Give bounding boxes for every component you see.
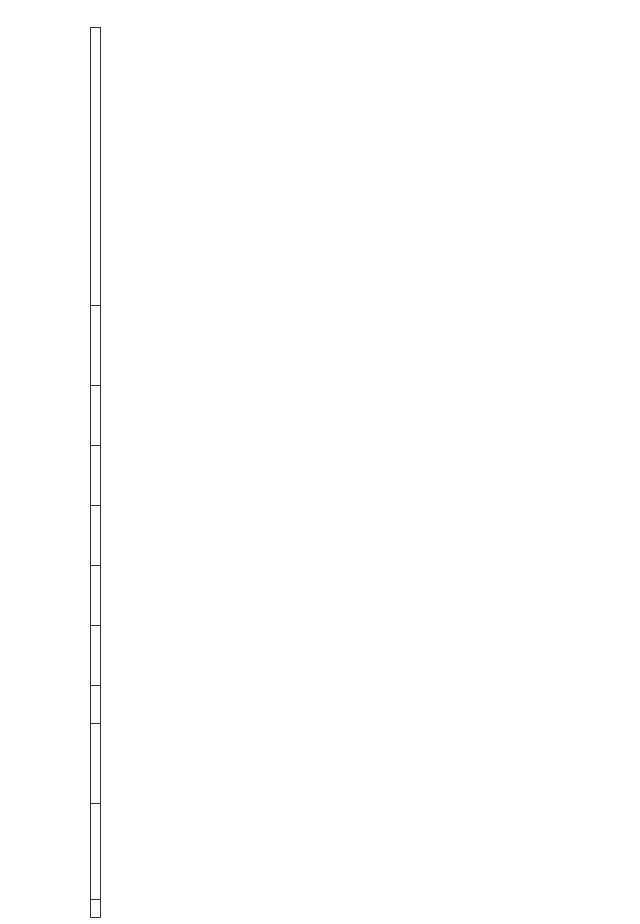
col-number <box>91 626 101 686</box>
col-number <box>91 724 101 804</box>
budget-table <box>90 27 101 918</box>
col-number <box>91 306 101 386</box>
footer <box>614 650 624 900</box>
col-number <box>91 386 101 446</box>
header-row <box>91 28 101 918</box>
col-number <box>91 446 101 506</box>
col-number <box>91 804 101 900</box>
col-number <box>91 686 101 724</box>
col-number <box>91 900 101 918</box>
col-number <box>91 28 101 306</box>
col-number <box>91 566 101 626</box>
table-body <box>91 28 101 918</box>
col-number <box>91 506 101 566</box>
page-number <box>66 432 78 444</box>
budget-table-sheet <box>86 18 600 924</box>
